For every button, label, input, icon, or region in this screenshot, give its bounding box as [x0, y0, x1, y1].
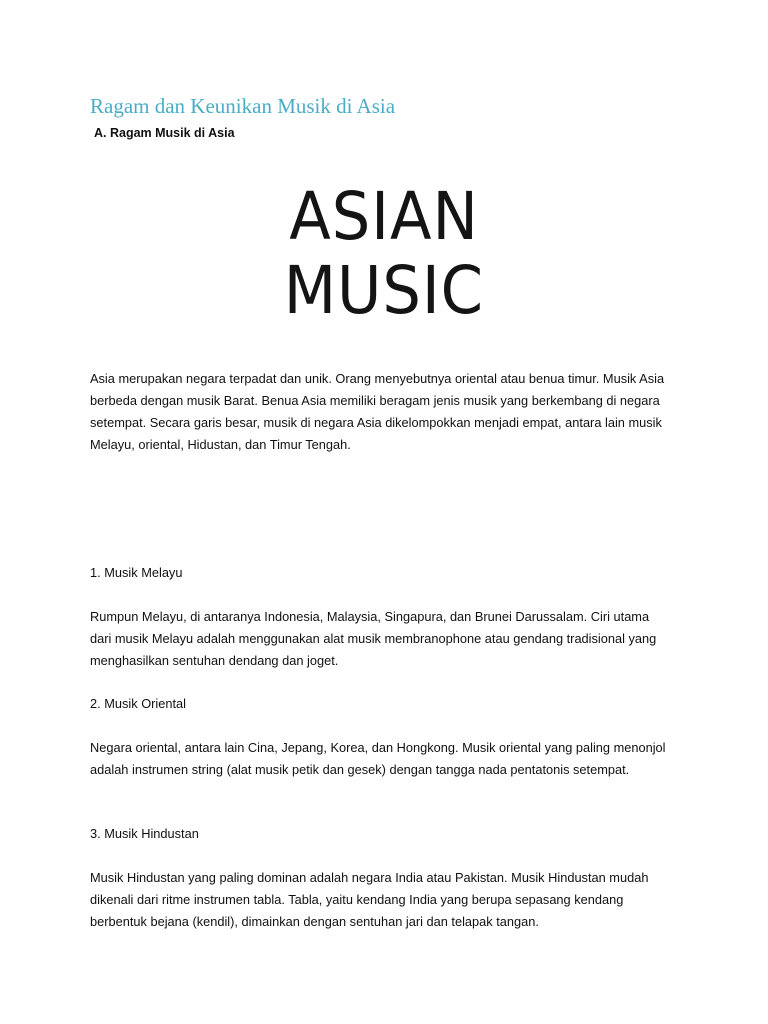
- logo-line-1: ASIAN: [289, 178, 479, 255]
- section-body-hindustan: Musik Hindustan yang paling dominan adalah negara India atau Pakistan. Musik Hindustan mudah dikenali dari ritme instrumen tabla. Tabla, yaitu kendang India yang berupa sepasang kendang berbentuk bejana (kendil), dimainkan dengan sentuhan jari dan telapak tangan.: [90, 870, 649, 929]
- section-body-melayu: Rumpun Melayu, di antaranya Indonesia, Malaysia, Singapura, dan Brunei Darussalam. Ciri utama dari musik Melayu adalah menggunakan alat musik membranophone atau gendang tradisional yang menghasilkan sentuhan dendang dan joget.: [90, 609, 657, 668]
- document-title: Ragam dan Keunikan Musik di Asia: [90, 94, 396, 118]
- intro-paragraph: Asia merupakan negara terpadat dan unik. Orang menyebutnya oriental atau benua timur. Musik Asia berbeda dengan musik Barat. Benua Asia memiliki beragam jenis musik yang berkembang di negara setempat. Secara garis besar, musik di negara Asia dikelompokkan menjadi empat, antara lain musik Melayu, oriental, Hidustan, dan Timur Tengah.: [90, 371, 665, 452]
- section-body-oriental: Negara oriental, antara lain Cina, Jepang, Korea, dan Hongkong. Musik oriental yang paling menonjol adalah instrumen string (alat musik petik dan gesek) dengan tangga nada pentatonis setempat.: [90, 740, 666, 777]
- section-heading-hindustan: 3. Musik Hindustan: [90, 826, 199, 841]
- logo-line-2: MUSIC: [283, 252, 485, 329]
- section-heading-oriental: 2. Musik Oriental: [90, 696, 187, 711]
- section-subtitle: A. Ragam Musik di Asia: [94, 126, 235, 140]
- section-heading-melayu: 1. Musik Melayu: [90, 565, 183, 580]
- asian-music-logo-image: [258, 165, 510, 343]
